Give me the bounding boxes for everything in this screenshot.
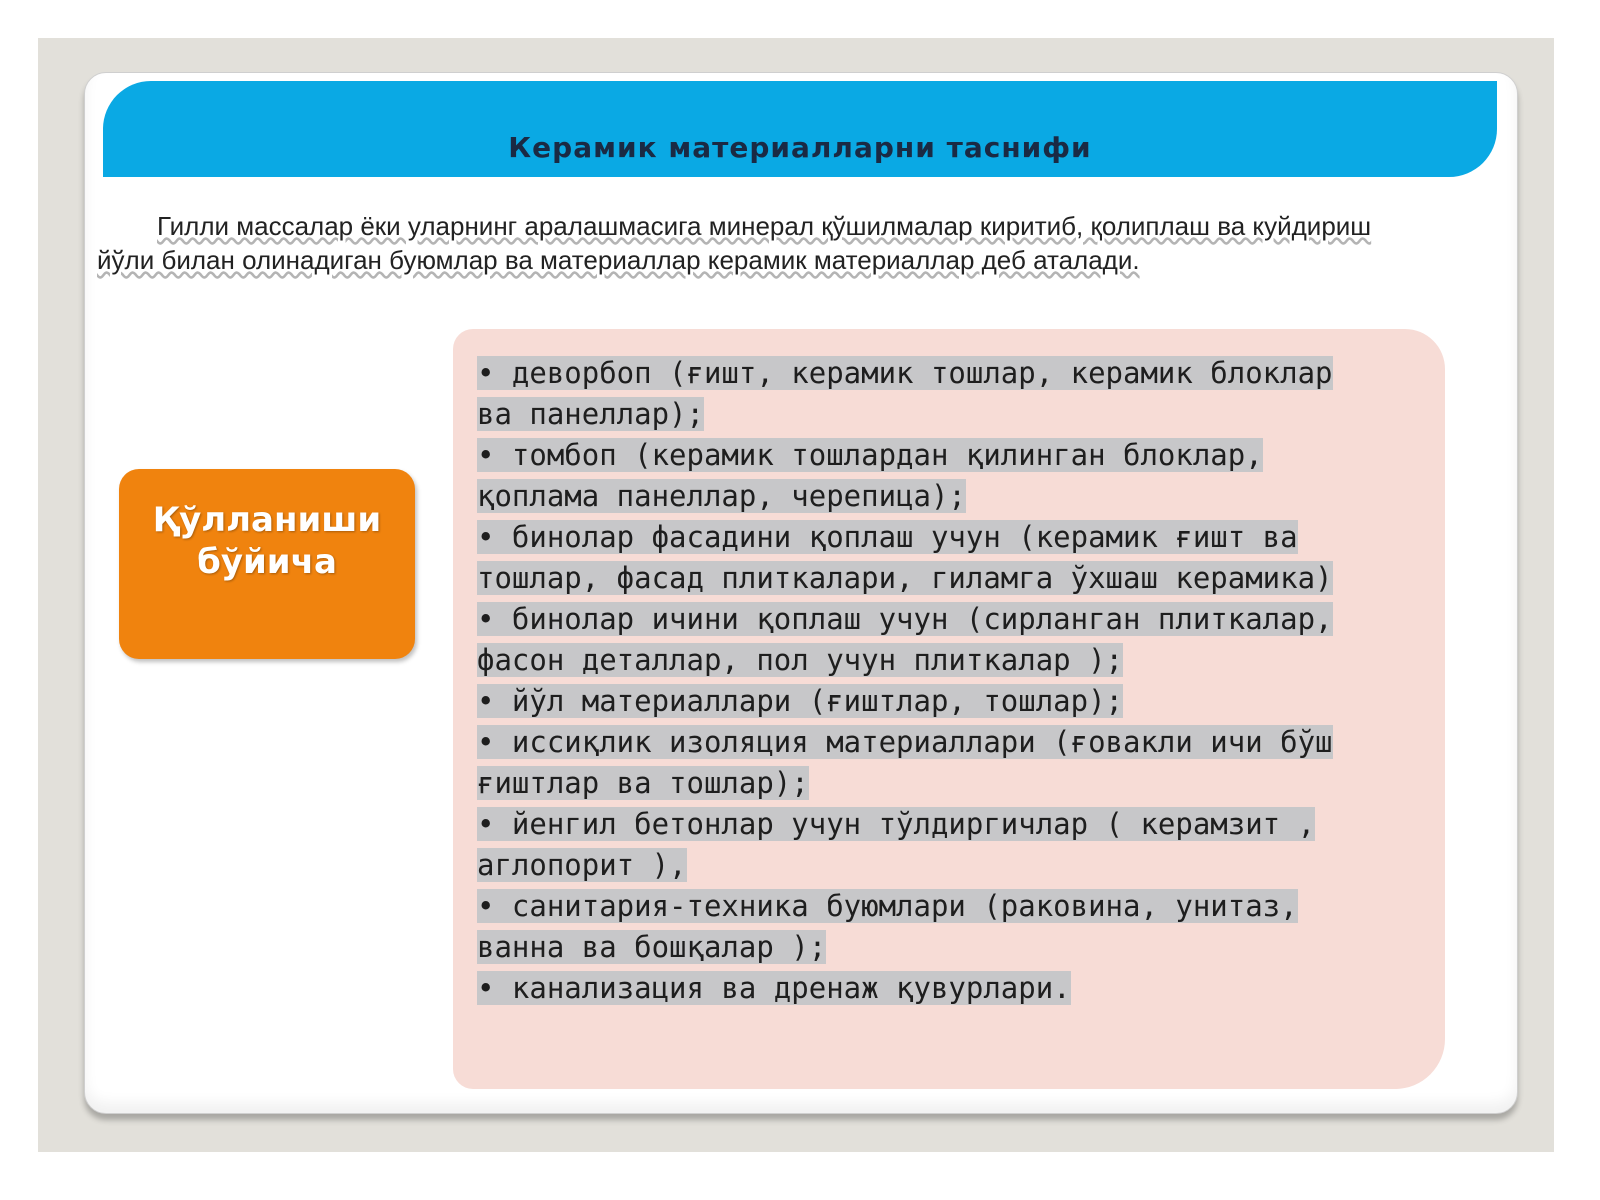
- list-item: • йўл материаллари (ғиштлар, тошлар);: [477, 684, 1124, 718]
- slide: [84, 72, 1518, 1114]
- title-bar: [103, 81, 1497, 177]
- list-item: • йенгил бетонлар учун тўлдиргичлар ( керамзит , аглопорит ),: [477, 807, 1316, 882]
- list-item: • бинолар ичини қоплаш учун (сирланган плиткалар, фасон деталлар, пол учун плиткалар );: [477, 602, 1333, 677]
- list-item: • санитария-техника буюмлари (раковина, унитаз, ванна ва бошқалар );: [477, 889, 1298, 964]
- list-item: • бинолар фасадини қоплаш учун (керамик ғишт ва тошлар, фасад плиткалари, гиламга ўхшаш керамика): [477, 520, 1333, 595]
- list-item: • иссиқлик изоляция материаллари (ғовакли ичи бўш ғиштлар ва тошлар);: [477, 725, 1333, 800]
- list-item: • томбоп (керамик тошлардан қилинган блоклар, қоплама панеллар, черепица);: [477, 438, 1263, 513]
- category-label: Қўлланиши бўйича: [152, 500, 382, 582]
- intro-paragraph: Гилли массалар ёки уларнинг аралашмасига минерал қўшилмалар киритиб, қолиплаш ва куйдириш йўли билан олинадиган буюмлар ва материаллар керамик материаллар деб аталади.: [97, 211, 1372, 275]
- slide-title: Керамик материалларни таснифи: [508, 131, 1092, 164]
- list-item: • деворбоп (ғишт, керамик тошлар, керамик блоклар ва панеллар);: [477, 356, 1333, 431]
- category-box: [119, 469, 415, 659]
- application-list: [477, 353, 1377, 1009]
- list-item: • канализация ва дренаж қувурлари.: [477, 971, 1071, 1005]
